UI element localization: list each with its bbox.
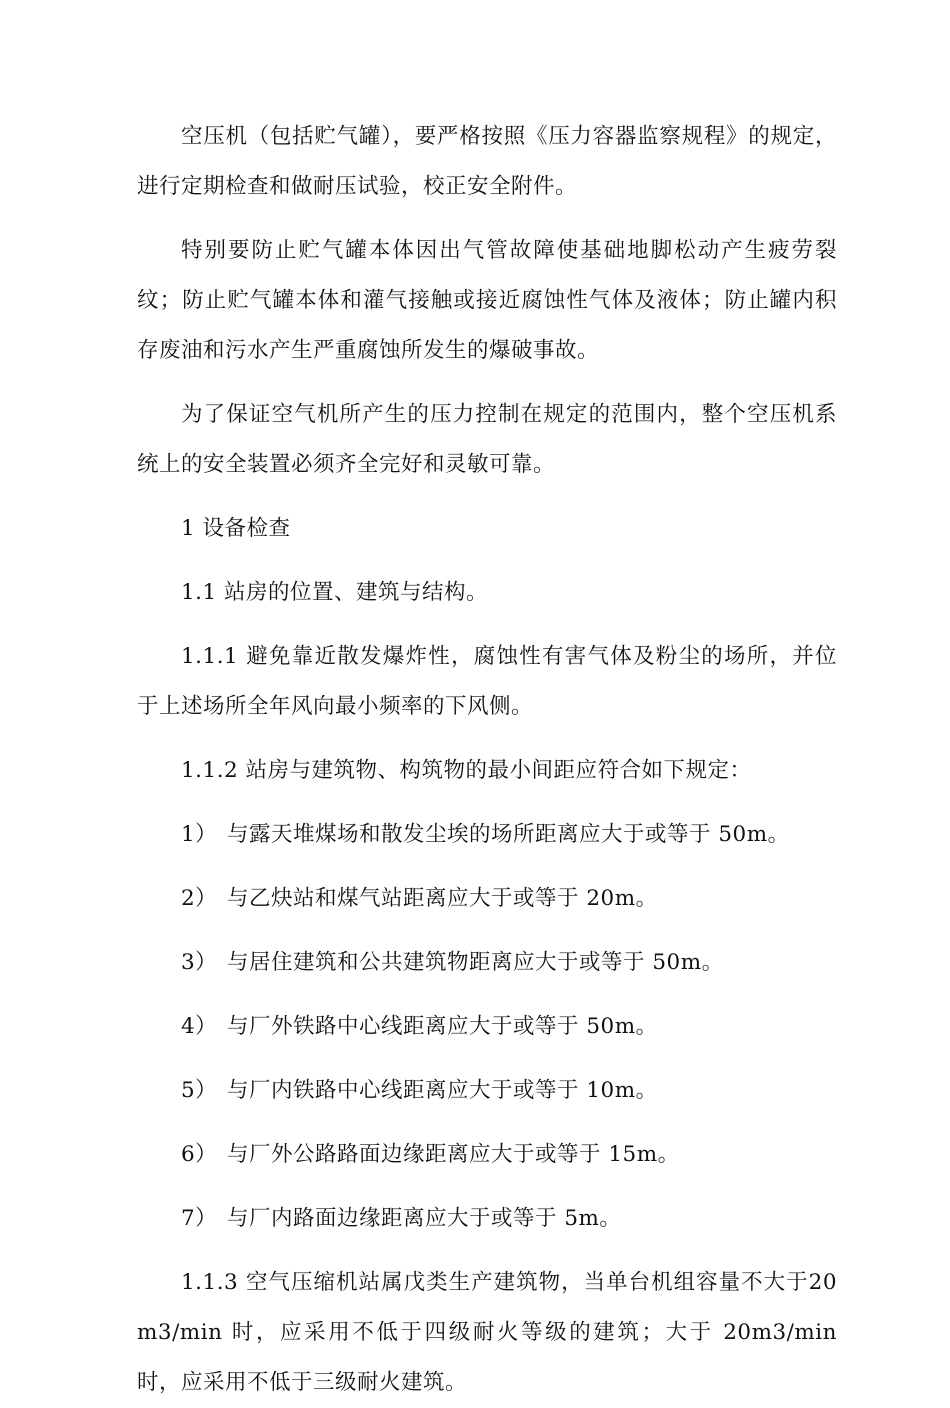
- clause-1-1-2: 1.1.2 站房与建筑物、构筑物的最小间距应符合如下规定：: [181, 758, 752, 783]
- list-item-number: 5）: [181, 1078, 218, 1103]
- list-item-text: 与厂内路面边缘距离应大于或等于 5m。: [227, 1206, 622, 1231]
- list-item: [137, 1002, 837, 1052]
- list-item-text: 与居住建筑和公共建筑物距离应大于或等于 50m。: [227, 950, 724, 975]
- list-item: [137, 938, 837, 988]
- list-item: [137, 1066, 837, 1116]
- list-item-number: 7）: [181, 1206, 218, 1231]
- list-item-number: 4）: [181, 1014, 218, 1039]
- list-item-text: 与乙炔站和煤气站距离应大于或等于 20m。: [227, 886, 658, 911]
- clause-1-1-1: 1.1.1 避免靠近散发爆炸性，腐蚀性有害气体及粉尘的场所，并位于上述场所全年风向最小频率的下风侧。: [137, 644, 837, 719]
- list-item-number: 3）: [181, 950, 218, 975]
- paragraph-tank-protection: 特别要防止贮气罐本体因出气管故障使基础地脚松动产生疲劳裂纹；防止贮气罐本体和灌气接触或接近腐蚀性气体及液体；防止罐内积存废油和污水产生严重腐蚀所发生的爆破事故。: [137, 238, 837, 363]
- subsection-heading-station-location: 1.1 站房的位置、建筑与结构。: [181, 580, 489, 605]
- list-item-number: 6）: [181, 1142, 218, 1167]
- distance-requirements-list: [137, 810, 837, 1244]
- list-item: [137, 1130, 837, 1180]
- clause-1-1-3: 1.1.3 空气压缩机站属戊类生产建筑物，当单台机组容量不大于20m3/min 时，应采用不低于四级耐火等级的建筑；大于 20m3/min 时，应采用不低于三级耐火建筑。: [137, 1270, 837, 1395]
- list-item: [137, 810, 837, 860]
- paragraph-safety-devices: 为了保证空气机所产生的压力控制在规定的范围内，整个空压机系统上的安全装置必须齐全完好和灵敏可靠。: [137, 402, 837, 477]
- section-heading-equipment-check: 1 设备检查: [181, 516, 291, 541]
- paragraph-air-compressor-inspection: 空压机（包括贮气罐），要严格按照《压力容器监察规程》的规定，进行定期检查和做耐压试验，校正安全附件。: [137, 124, 837, 199]
- list-item-text: 与厂外公路路面边缘距离应大于或等于 15m。: [227, 1142, 680, 1167]
- list-item-text: 与厂内铁路中心线距离应大于或等于 10m。: [227, 1078, 658, 1103]
- list-item-text: 与厂外铁路中心线距离应大于或等于 50m。: [227, 1014, 658, 1039]
- list-item-text: 与露天堆煤场和散发尘埃的场所距离应大于或等于 50m。: [227, 822, 790, 847]
- list-item-number: 2）: [181, 886, 218, 911]
- list-item: [137, 874, 837, 924]
- list-item: [137, 1194, 837, 1244]
- list-item-number: 1）: [181, 822, 218, 847]
- document-body: [137, 112, 837, 1408]
